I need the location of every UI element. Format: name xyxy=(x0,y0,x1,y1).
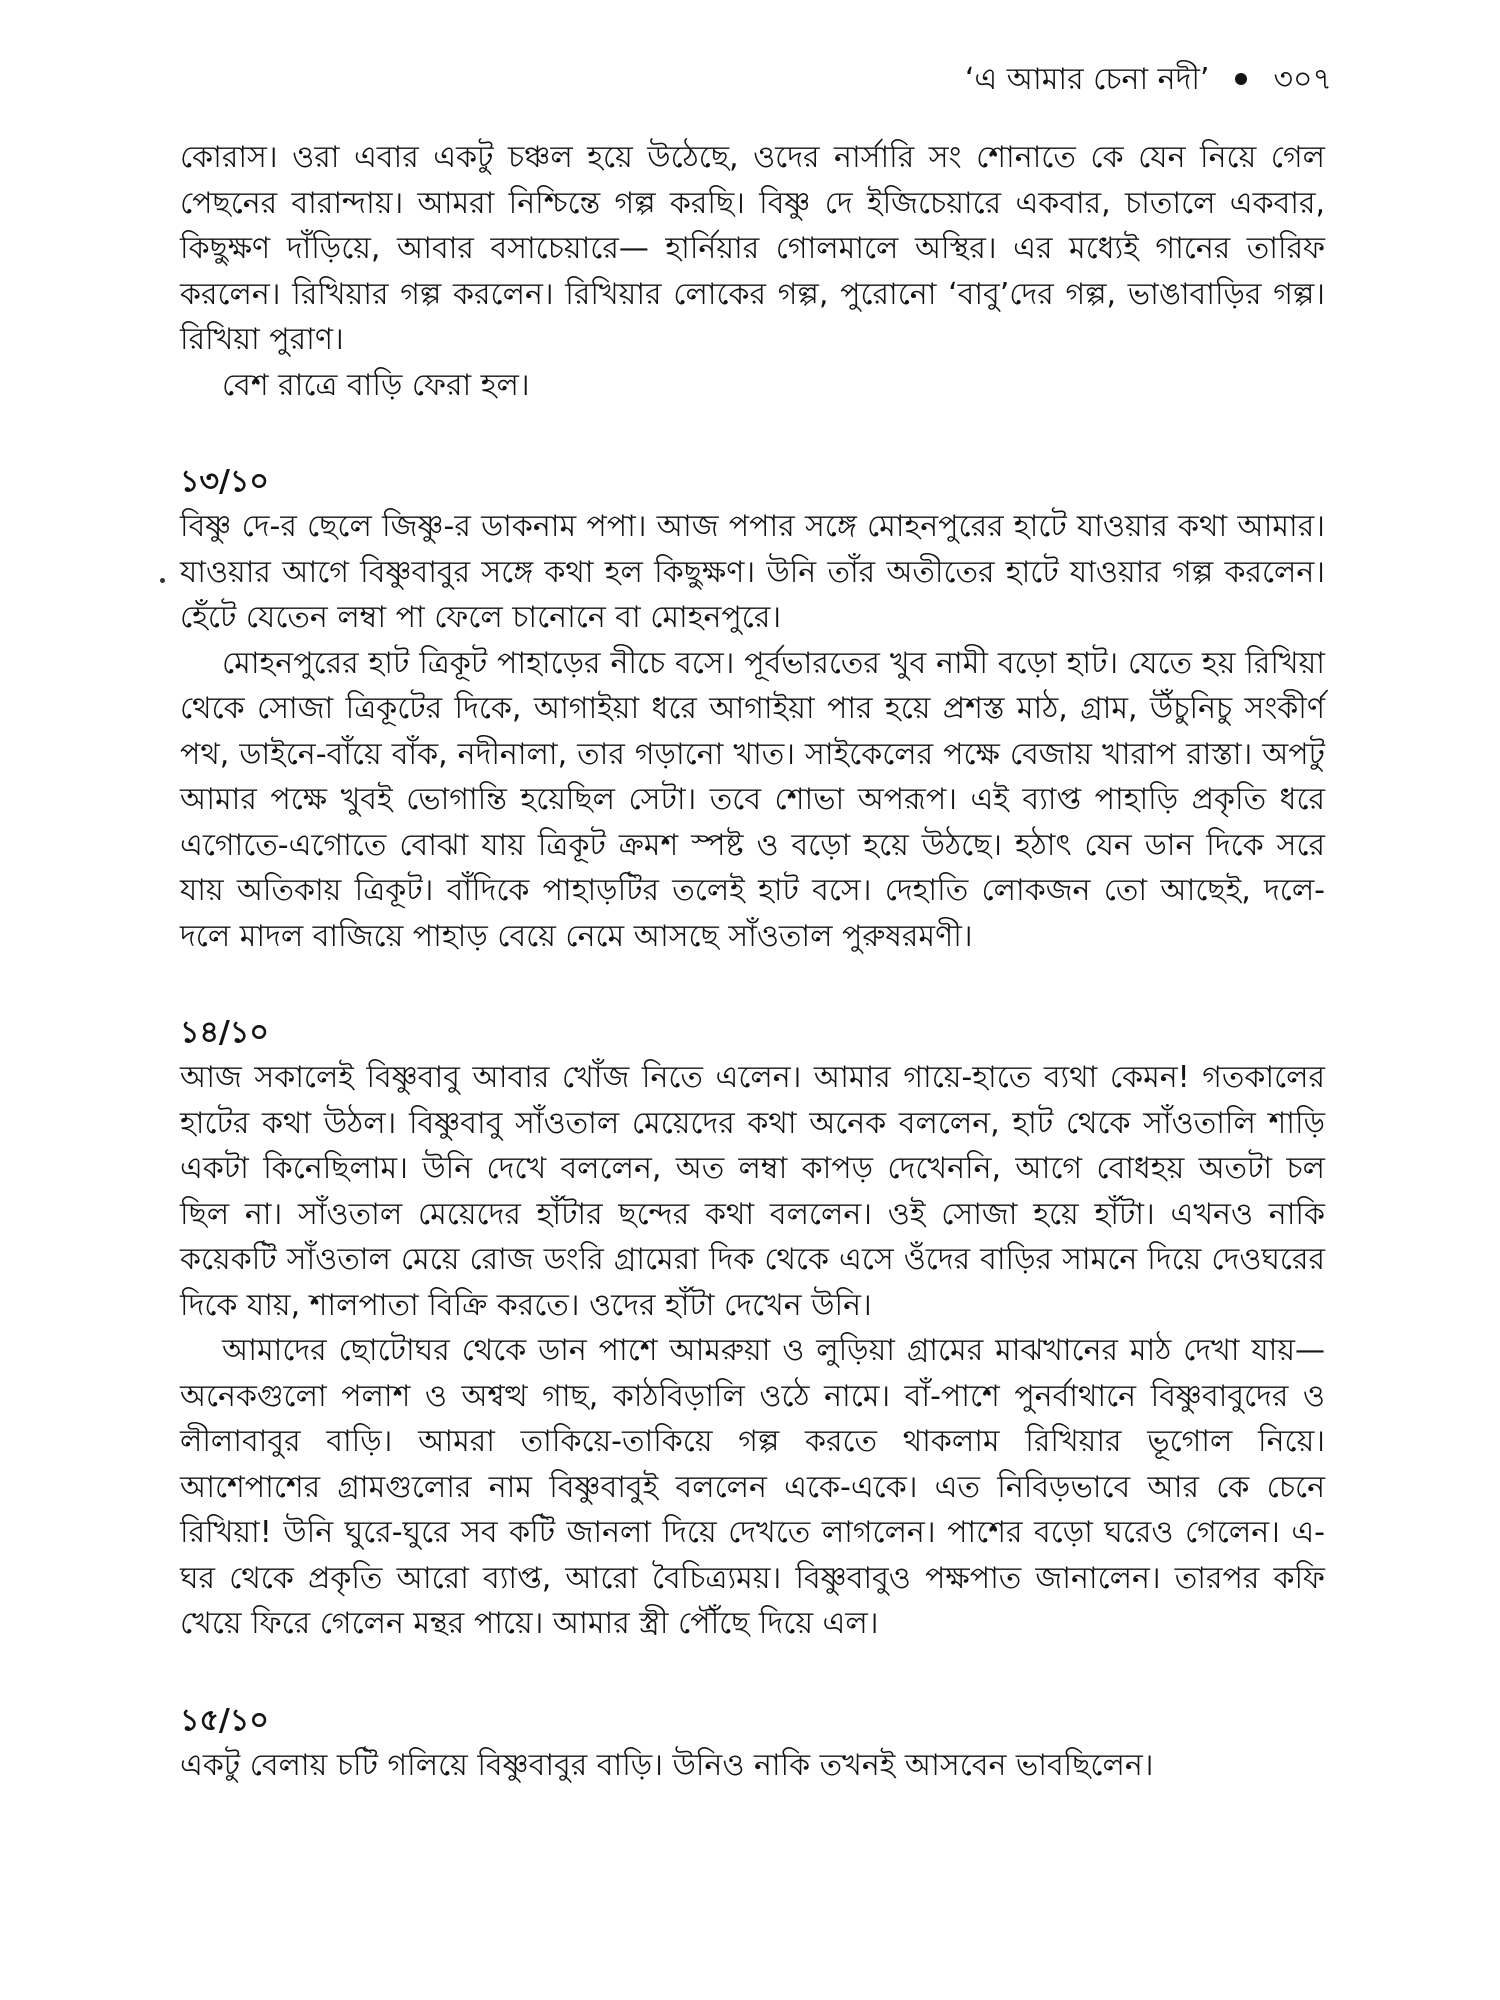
paragraph: মোহনপুরের হাট ত্রিকূট পাহাড়ের নীচে বসে। পূর্বভারতের খুব নামী বড়ো হাট। যেতে হয় রিখিয়া থেকে সোজা ত্রিকূটের দিকে, আগাইয়া ধরে আগাইয়া পার হয়ে প্রশস্ত মাঠ, গ্রাম, উঁচুনিচু সংকীর্ণ পথ, ডাইনে-বাঁয়ে বাঁক, নদীনালা, তার গড়ানো খাত। সাইকেলের পক্ষে বেজায় খারাপ রাস্তা। অপটু আমার পক্ষে খুবই ভোগান্তি হয়েছিল সেটা। তবে শোভা অপরূপ। এই ব্যাপ্ত পাহাড়ি প্রকৃতি ধরে এগোতে-এগোতে বোঝা যায় ত্রিকূট ক্রমশ স্পষ্ট ও বড়ো হয়ে উঠছে। হঠাৎ যেন ডান দিকে সরে যায় অতিকায় ত্রিকূট। বাঁদিকে পাহাড়টির তলেই হাট বসে। দেহাতি লোকজন তো আছেই, দলে-দলে মাদল বাজিয়ে পাহাড় বেয়ে নেমে আসছে সাঁওতাল পুরুষরমণী। xyxy=(180,645,1325,954)
entry-date: ১৪/১০ xyxy=(180,1015,269,1050)
page-body xyxy=(180,135,1325,1788)
entry-date: ১৫/১০ xyxy=(180,1702,269,1738)
paragraph: বেশ রাত্রে বাড়ি ফেরা হল। xyxy=(222,367,530,403)
paragraph: আজ সকালেই বিষ্ণুবাবু আবার খোঁজ নিতে এলেন। আমার গায়ে-হাতে ব্যথা কেমন! গতকালের হাটের কথা উঠল। বিষ্ণুবাবু সাঁওতাল মেয়েদের কথা অনেক বললেন, হাট থেকে সাঁওতালি শাড়ি একটা কিনেছিলাম। উনি দেখে বললেন, অত লম্বা কাপড় দেখেননি, আগে বোধহয় অতটা চল ছিল না। সাঁওতাল মেয়েদের হাঁটার ছন্দের কথা বললেন। ওই সোজা হয়ে হাঁটা। এখনও নাকি কয়েকটি সাঁওতাল মেয়ে রোজ ডংরি গ্রামেরা দিক থেকে এসে ওঁদের বাড়ির সামনে দিয়ে দেওঘরের দিকে যায়, শালপাতা বিক্রি করতে। ওদের হাঁটা দেখেন উনি। xyxy=(180,1060,1325,1323)
page-number: ৩০৭ xyxy=(1273,62,1332,97)
book-title: ‘এ আমার চেনা নদী’ xyxy=(964,62,1210,97)
section-continued xyxy=(180,135,1325,408)
diary-entry xyxy=(180,460,1325,959)
paragraph: একটু বেলায় চটি গলিয়ে বিষ্ণুবাবুর বাড়ি। উনিও নাকি তখনই আসবেন ভাবছিলেন। xyxy=(180,1747,1154,1783)
bullet-separator-icon xyxy=(1235,73,1247,85)
paragraph: বিষ্ণু দে-র ছেলে জিষ্ণু-র ডাকনাম পপা। আজ পপার সঙ্গে মোহনপুরের হাটে যাওয়ার কথা আমার। যাওয়ার আগে বিষ্ণুবাবুর সঙ্গে কথা হল কিছুক্ষণ। উনি তাঁর অতীতের হাটে যাওয়ার গল্প করলেন। হেঁটে যেতেন লম্বা পা ফেলে চানোনে বা মোহনপুরে। xyxy=(180,509,1325,635)
entry-date: ১৩/১০ xyxy=(180,464,269,499)
paragraph: আমাদের ছোটোঘর থেকে ডান পাশে আমরুয়া ও লুড়িয়া গ্রামের মাঝখানের মাঠ দেখা যায়—অনেকগুলো পলাশ ও অশ্বত্থ গাছ, কাঠবিড়ালি ওঠে নামে। বাঁ-পাশে পুনর্বাথানে বিষ্ণুবাবুদের ও লীলাবাবুর বাড়ি। আমরা তাকিয়ে-তাকিয়ে গল্প করতে থাকলাম রিখিয়ার ভূগোল নিয়ে। আশেপাশের গ্রামগুলোর নাম বিষ্ণুবাবুই বললেন একে-একে। এত নিবিড়ভাবে আর কে চেনে রিখিয়া! উনি ঘুরে-ঘুরে সব কটি জানলা দিয়ে দেখতে লাগলেন। পাশের বড়ো ঘরেও গেলেন। এ-ঘর থেকে প্রকৃতি আরো ব্যাপ্ত, আরো বৈচিত্র্যময়। বিষ্ণুবাবুও পক্ষপাত জানালেন। তারপর কফি খেয়ে ফিরে গেলেন মন্থর পায়ে। আমার স্ত্রী পৌঁছে দিয়ে এল। xyxy=(180,1333,1325,1641)
diary-entry xyxy=(180,1011,1325,1647)
running-head xyxy=(965,60,1332,100)
paragraph: কোরাস। ওরা এবার একটু চঞ্চল হয়ে উঠেছে, ওদের নার্সারি সং শোনাতে কে যেন নিয়ে গেল পেছনের বারান্দায়। আমরা নিশ্চিন্তে গল্প করছি। বিষ্ণু দে ইজিচেয়ারে একবার, চাতালে একবার, কিছুক্ষণ দাঁড়িয়ে, আবার বসাচেয়ারে— হার্নিয়ার গোলমালে অস্থির। এর মধ্যেই গানের তারিফ করলেন। রিখিয়ার গল্প করলেন। রিখিয়ার লোকের গল্প, পুরোনো ‘বাবু’দের গল্প, ভাঙাবাড়ির গল্প। রিখিয়া পুরাণ। xyxy=(180,140,1325,357)
margin-speck xyxy=(160,578,165,583)
diary-entry xyxy=(180,1699,1325,1789)
